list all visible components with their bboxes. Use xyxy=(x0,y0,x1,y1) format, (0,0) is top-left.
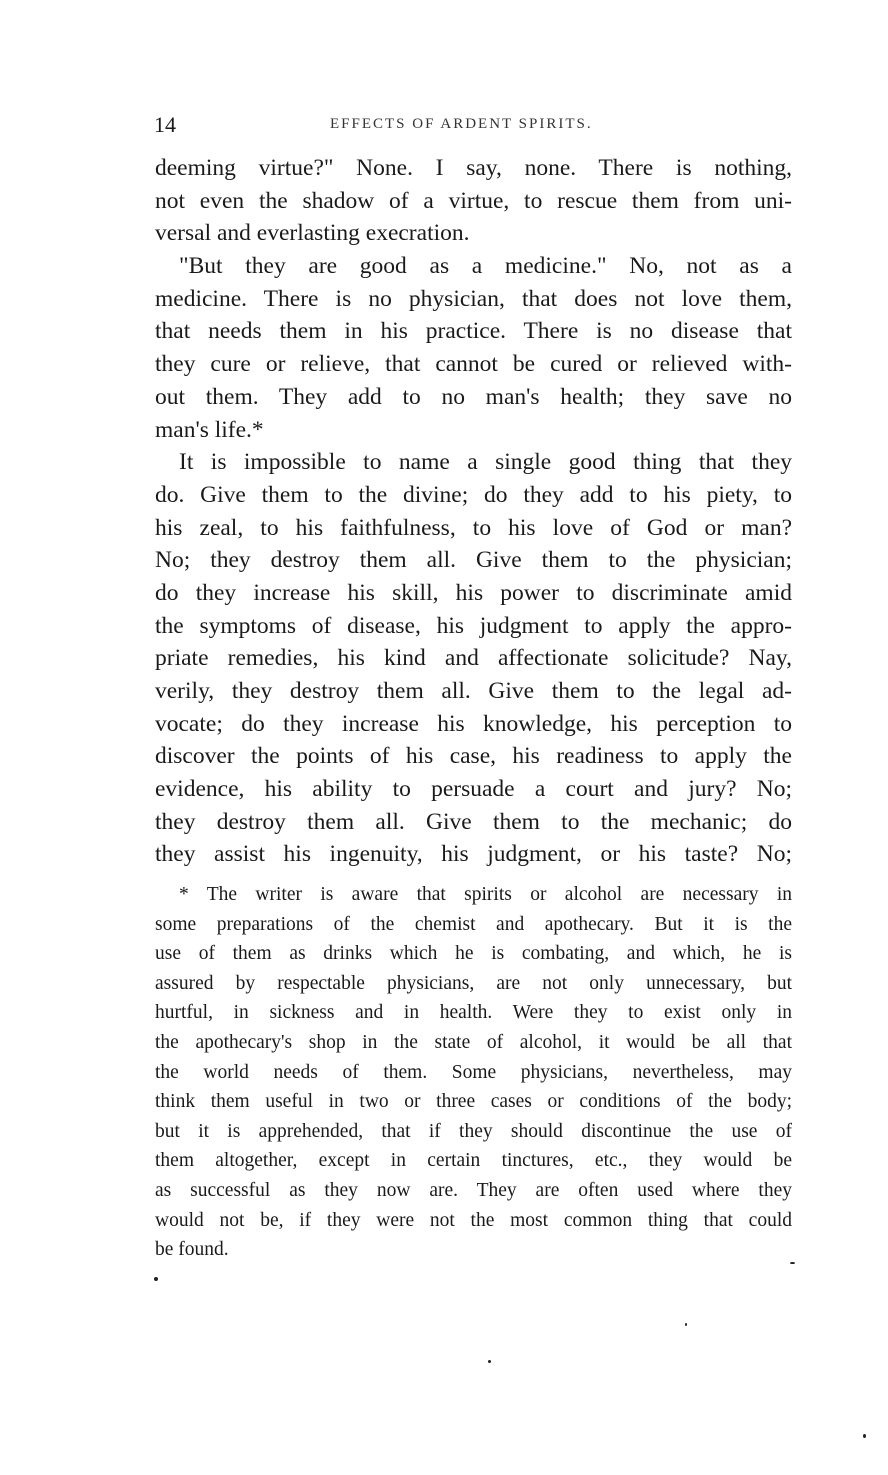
footnote-line: but it is apprehended, that if they should discontinue the use of xyxy=(155,1120,792,1142)
footnote-line: use of them as drinks which he is combating, and which, he is xyxy=(155,943,792,965)
footnote-line: * The writer is aware that spirits or alcohol are necessary in xyxy=(179,884,792,905)
text-line: No; they destroy them all. Give them to the physician; xyxy=(155,547,792,574)
footnote xyxy=(155,880,792,1265)
text-line: priate remedies, his kind and affectionate solicitude? Nay, xyxy=(155,645,792,672)
scan-speck xyxy=(154,1277,158,1281)
body-text xyxy=(155,152,792,871)
page-number: 14 xyxy=(154,112,176,137)
footnote-line: would not be, if they were not the most common thing that could xyxy=(155,1209,792,1231)
scan-speck xyxy=(790,1262,795,1264)
text-line: verily, they destroy them all. Give them to the legal ad- xyxy=(155,678,792,704)
text-line: that needs them in his practice. There is no disease that xyxy=(155,318,792,345)
text-line: his zeal, to his faithfulness, to his love of God or man? xyxy=(155,514,792,541)
footnote-line: some preparations of the chemist and apothecary. But it is the xyxy=(155,913,792,935)
footnote-line: be found. xyxy=(155,1239,229,1261)
text-line: discover the points of his case, his readiness to apply the xyxy=(155,743,792,770)
footnote-line: as successful as they now are. They are often used where they xyxy=(155,1179,792,1201)
running-title: EFFECTS OF ARDENT SPIRITS. xyxy=(330,116,593,132)
text-line: medicine. There is no physician, that does not love them, xyxy=(155,285,792,312)
text-line: versal and everlasting execration. xyxy=(155,220,470,247)
footnote-line: hurtful, in sickness and in health. Were they to exist only in xyxy=(155,1002,792,1024)
text-line: evidence, his ability to persuade a court and jury? No; xyxy=(155,776,792,803)
text-line: do. Give them to the divine; do they add to his piety, to xyxy=(155,481,792,508)
text-line: do they increase his skill, his power to discriminate amid xyxy=(155,579,792,606)
footnote-line: the world needs of them. Some physicians, nevertheless, may xyxy=(155,1061,792,1083)
footnote-line: think them useful in two or three cases or conditions of the body; xyxy=(155,1091,792,1113)
text-line: deeming virtue?" None. I say, none. There is nothing, xyxy=(155,155,792,181)
text-line: "But they are good as a medicine." No, not as a xyxy=(179,253,792,280)
text-line: not even the shadow of a virtue, to rescue them from uni- xyxy=(155,187,792,214)
scan-speck xyxy=(685,1323,687,1326)
footnote-line: the apothecary's shop in the state of alcohol, it would be all that xyxy=(155,1031,792,1053)
text-line: vocate; do they increase his knowledge, his perception to xyxy=(155,710,792,737)
text-line: they assist his ingenuity, his judgment, or his taste? No; xyxy=(155,841,792,868)
text-line: the symptoms of disease, his judgment to apply the appro- xyxy=(155,612,792,639)
scan-speck xyxy=(863,1434,866,1438)
text-line: It is impossible to name a single good thing that they xyxy=(179,449,792,476)
footnote-line: assured by respectable physicians, are not only unnecessary, but xyxy=(155,972,792,994)
scan-speck xyxy=(488,1360,491,1363)
text-line: out them. They add to no man's health; they save no xyxy=(155,383,792,410)
text-line: man's life.* xyxy=(155,416,264,443)
text-line: they destroy them all. Give them to the mechanic; do xyxy=(155,808,792,835)
footnote-line: them altogether, except in certain tinctures, etc., they would be xyxy=(155,1150,792,1172)
text-line: they cure or relieve, that cannot be cured or relieved with- xyxy=(155,351,792,378)
